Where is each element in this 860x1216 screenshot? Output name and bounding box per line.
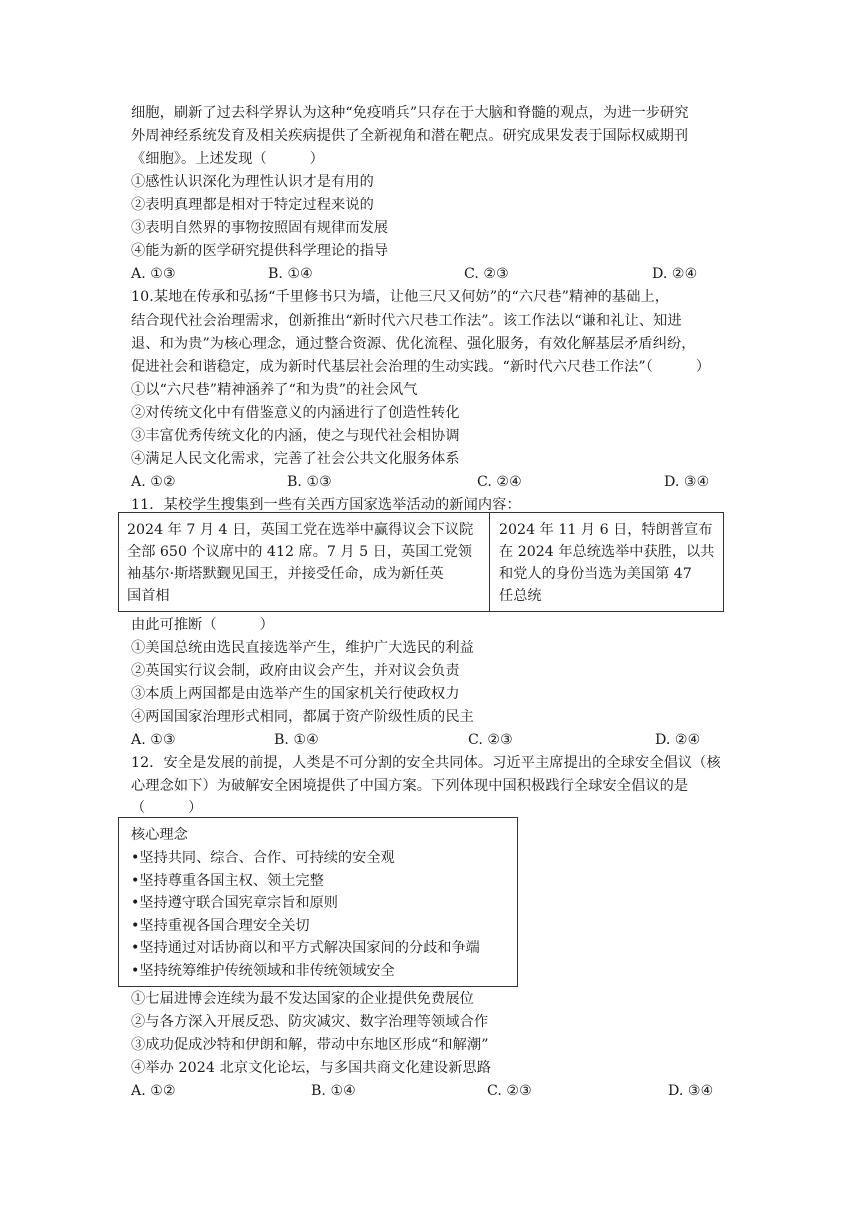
q12-stem-line: 12．安全是发展的前提，人类是不可分割的安全共同体。习近平主席提出的全球安全倡议（核 [131,755,721,771]
q10-choice: ③丰富优秀传统文化的内涵，使之与现代社会相协调 [131,428,460,444]
q10-stem-line: 促进社会和谐稳定，成为新时代基层社会治理的生动实践。“新时代六尺巷工作法”（ ） [131,359,711,375]
q9-choice: ②表明真理都是相对于特定过程来说的 [131,197,374,213]
q10-stem-line: 结合现代社会治理需求，创新推出“新时代六尺巷工作法”。该工作法以“谦和礼让、知进 [131,313,682,329]
q11-options [131,729,731,751]
table-divider [489,513,490,611]
q11-news-table [118,512,724,612]
option-a[interactable]: A. ①③ [131,266,176,282]
option-c[interactable]: C. ②③ [464,266,509,282]
option-b[interactable]: B. ①④ [311,1083,356,1099]
q9-options [131,263,731,285]
q10-options [131,471,731,493]
core-concept-box [118,817,518,987]
q9-choice: ④能为新的医学研究提供科学理论的指导 [131,243,389,259]
core-concept-item: •坚持重视各国合理安全关切 [131,917,310,934]
option-c[interactable]: C. ②③ [487,1083,532,1099]
q10-stem-line: 10.某地在传承和弘扬“千里修书只为墙，让他三尺又何妨”的“六尺巷”精神的基础上， [131,289,670,305]
q11-choice: ④两国国家治理形式相同，都属于资产阶级性质的民主 [131,709,474,725]
q10-choice: ④满足人民文化需求，完善了社会公共文化服务体系 [131,451,460,467]
q12-options [131,1080,731,1102]
news-uk-election: 2024 年 7 月 4 日，英国工党在选举中赢得议会下议院 全部 650 个议席中的 412 席。7 月 5 日，英国工党领 袖基尔·斯塔默觐见国王，并接受任命，成为新任英 国首相 [127,522,474,604]
q11-choice: ③本质上两国都是由选举产生的国家机关行使政权力 [131,686,460,702]
option-a[interactable]: A. ①② [131,1083,176,1099]
core-concept-title: 核心理念 [131,827,188,843]
q11-question: 由此可推断（ ） [131,617,274,633]
option-a[interactable]: A. ①② [131,474,176,490]
q12-stem-line: （ ） [131,800,203,816]
q9-text-line: 外周神经系统发育及相关疾病提供了全新视角和潜在靶点。研究成果发表于国际权威期刊 [131,128,689,144]
q11-choice: ①美国总统由选民直接选举产生，维护广大选民的利益 [131,640,474,656]
core-concept-item: •坚持遵守联合国宪章宗旨和原则 [131,895,338,911]
option-d[interactable]: D. ②④ [655,732,701,748]
q9-text-line: 细胞，刷新了过去科学界认为这种“免疫哨兵”只存在于大脑和脊髓的观点，为进一步研究 [131,105,689,121]
option-d[interactable]: D. ③④ [668,1083,714,1099]
q12-stem-line: 心理念如下）为破解安全困境提供了中国方案。下列体现中国积极践行全球安全倡议的是 [131,778,689,794]
core-concept-list [131,847,480,982]
option-a[interactable]: A. ①③ [131,732,176,748]
q12-choice: ④举办 2024 北京文化论坛，与多国共商文化建设新思路 [131,1060,492,1076]
option-d[interactable]: D. ③④ [664,474,710,490]
q11-choice: ②英国实行议会制，政府由议会产生，并对议会负责 [131,663,460,679]
option-b[interactable]: B. ①④ [274,732,319,748]
core-concept-item: •坚持统筹维护传统领域和非传统领域安全 [131,962,395,979]
option-b[interactable]: B. ①④ [268,266,313,282]
q12-choice: ②与各方深入开展反恐、防灾减灾、数字治理等领域合作 [131,1014,489,1030]
option-c[interactable]: C. ②④ [477,474,522,490]
q10-stem-line: 退、和为贵”为核心理念，通过整合资源、优化流程、强化服务，有效化解基层矛盾纠纷， [131,336,696,352]
news-us-election: 2024 年 11 月 6 日，特朗普宣布 在 2024 年总统选举中获胜，以共 和党人的身份当选为美国第 47 任总统 [499,522,715,604]
core-concept-item: •坚持共同、综合、合作、可持续的安全观 [131,850,395,866]
q9-text-line: 《细胞》。上述发现（ ） [131,151,324,167]
q12-choice: ③成功促成沙特和伊朗和解，带动中东地区形成“和解潮” [131,1037,489,1053]
q12-choice: ①七届进博会连续为最不发达国家的企业提供免费展位 [131,991,474,1007]
q10-choice: ②对传统文化中有借鉴意义的内涵进行了创造性转化 [131,405,460,421]
core-concept-item: •坚持通过对话协商以和平方式解决国家间的分歧和争端 [131,940,480,956]
q10-choice: ①以“六尺巷”精神涵养了“和为贵”的社会风气 [131,382,418,398]
option-b[interactable]: B. ①③ [287,474,332,490]
core-concept-item: •坚持尊重各国主权、领土完整 [131,872,324,889]
q9-choice: ①感性认识深化为理性认识才是有用的 [131,174,374,190]
q11-stem: 11．某校学生搜集到一些有关西方国家选举活动的新闻内容： [131,497,521,513]
option-d[interactable]: D. ②④ [652,266,698,282]
q9-choice: ③表明自然界的事物按照固有规律而发展 [131,220,389,236]
option-c[interactable]: C. ②③ [468,732,513,748]
